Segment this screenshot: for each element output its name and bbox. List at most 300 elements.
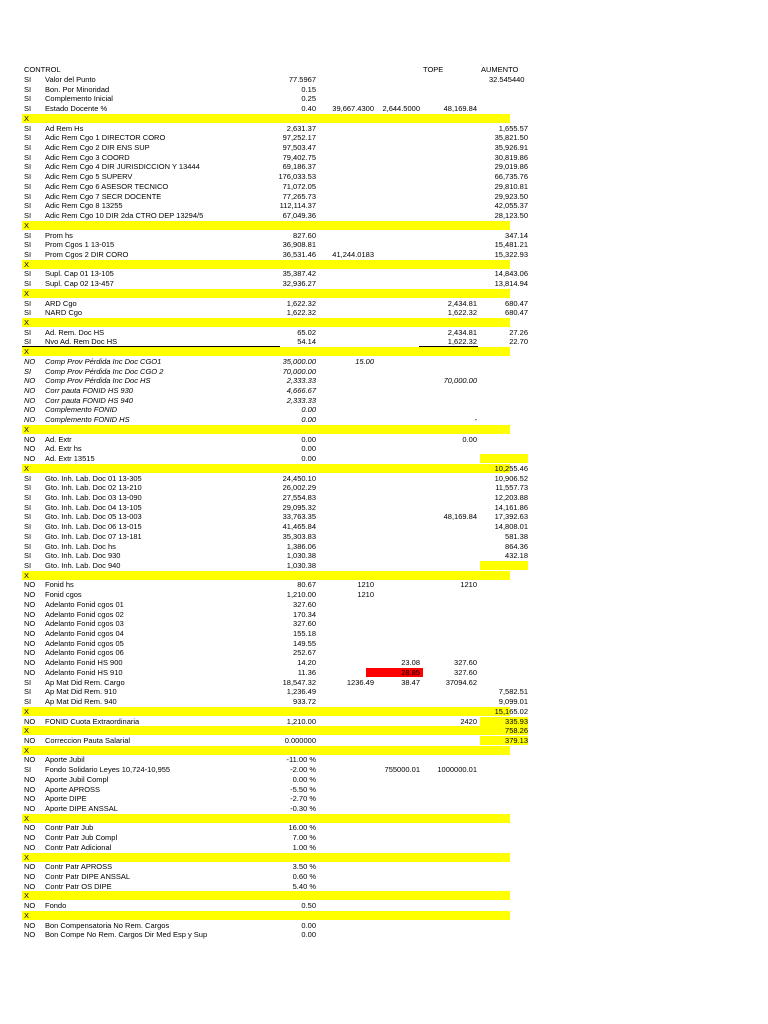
value-col-1: 26,002.29 (282, 483, 316, 493)
row-label: Contr Patr DIPE ANSSAL (45, 872, 131, 882)
row-flag: SI (24, 211, 32, 221)
row-flag: X (24, 288, 30, 298)
row-flag: NO (24, 716, 36, 726)
right-column-value: 42,055.37 (494, 201, 528, 211)
row-label: Gto. Inh. Lab. Doc 930 (45, 551, 121, 561)
row-label: Ad. Extr hs (45, 444, 82, 454)
row-flag: NO (24, 590, 36, 600)
value-col-1: 77,265.73 (282, 191, 316, 201)
row-label: ARD Cgo (45, 298, 77, 308)
right-column-value: 680.47 (505, 308, 528, 318)
right-column-value: 35,821.50 (494, 133, 528, 143)
table-row (22, 678, 502, 687)
row-flag: SI (24, 298, 32, 308)
right-column-value: 11,557.73 (495, 483, 528, 493)
row-label: Ap Mat Did Rem. 940 (45, 697, 117, 707)
table-row (22, 823, 502, 832)
value-col-1: -2.00 % (290, 765, 316, 775)
right-column-value: 379.13 (505, 735, 528, 745)
value-col-3: 38.47 (401, 677, 420, 687)
value-col-1: 27,554.83 (282, 492, 316, 502)
table-row (22, 687, 502, 696)
table-row (22, 785, 502, 794)
row-label: Adic Rem Cgo 5 SUPERV (45, 172, 133, 182)
row-flag: NO (24, 415, 36, 425)
tope-header: TOPE (423, 65, 444, 74)
row-label: NARD Cgo (45, 308, 83, 318)
value-col-4: 1000000.01 (437, 765, 477, 775)
right-column-value: 14,843.06 (494, 269, 528, 279)
row-flag: NO (24, 930, 36, 940)
table-row (22, 542, 502, 551)
value-col-1: 79,402.75 (282, 152, 316, 162)
row-flag: SI (24, 512, 32, 522)
table-row (22, 85, 502, 94)
value-col-1: 0.50 (301, 901, 316, 911)
row-flag: SI (24, 697, 32, 707)
table-row (22, 211, 502, 220)
value-col-1: 1,210.00 (286, 716, 316, 726)
row-flag: NO (24, 862, 36, 872)
row-label: Gto. Inh. Lab. Doc 04 13-105 (45, 502, 142, 512)
separator-row (22, 911, 502, 920)
value-col-1: 0.00 (301, 415, 316, 425)
row-flag: NO (24, 405, 36, 415)
value-col-1: 1,622.32 (286, 308, 316, 318)
right-column-value: 35,926.91 (494, 143, 528, 153)
row-label: Aporte DIPE ANSSAL (45, 804, 118, 813)
row-label: Aporte APROSS (45, 784, 101, 794)
value-col-1: 32,936.27 (282, 279, 316, 289)
row-label: Prom Cgos 1 13-015 (45, 240, 115, 250)
row-flag: SI (24, 94, 32, 104)
table-row (22, 862, 502, 871)
row-flag: SI (24, 240, 32, 250)
table-row (22, 269, 502, 278)
row-label: Fonid hs (45, 580, 74, 590)
row-label: Supl. Cap 01 13-105 (45, 269, 114, 279)
table-row (22, 250, 502, 259)
value-col-1: 97,252.17 (282, 133, 316, 143)
row-flag: NO (24, 842, 36, 852)
table-row (22, 192, 502, 201)
value-col-2: 1210 (357, 580, 374, 590)
value-col-1: 36,908.81 (282, 240, 316, 250)
value-col-1: 112,114.37 (279, 201, 316, 211)
row-label: Comp Prov Pérdida Inc Doc CGO 2 (45, 366, 164, 376)
right-column-value: 10,906.52 (494, 473, 528, 483)
value-col-1: 77.5967 (288, 75, 316, 84)
right-column-value: 13,814.94 (494, 279, 528, 289)
row-flag: SI (24, 492, 32, 502)
table-row (22, 474, 502, 483)
table-row (22, 590, 502, 599)
table-row (22, 153, 502, 162)
row-underline (419, 346, 478, 348)
row-label: Aporte Jubil Compl (45, 774, 109, 784)
right-column-value: 1,655.57 (498, 123, 528, 133)
right-column-value: 680.47 (505, 298, 528, 308)
row-label: Bon Compe No Rem. Cargos Dir Med Esp y Sup (45, 930, 208, 940)
row-flag: SI (24, 551, 32, 561)
value-col-4: 48,169.84 (443, 104, 477, 114)
table-row (22, 765, 502, 774)
row-flag: NO (24, 648, 36, 658)
right-column-value: 66,735.76 (494, 172, 528, 182)
table-row (22, 580, 502, 589)
value-col-1: 70,000.00 (282, 366, 316, 376)
value-col-4: 0.00 (462, 434, 477, 444)
row-flag: SI (24, 502, 32, 512)
right-column-value: 28,123.50 (494, 211, 528, 221)
value-col-1: 29,095.32 (282, 502, 316, 512)
row-underline (22, 346, 280, 348)
row-label: Adelanto Fonid HS 910 (45, 667, 123, 677)
row-label: Correccion Pauta Salarial (45, 735, 131, 745)
row-label: Adic Rem Cgo 7 SECR DOCENTE (45, 191, 162, 201)
row-flag: SI (24, 84, 32, 94)
separator-row (22, 726, 502, 735)
value-col-2: 39,667.4300 (332, 104, 374, 114)
value-col-2: 41,244.0183 (332, 249, 374, 259)
value-col-1: 67,049.36 (282, 211, 316, 221)
row-label: Corr pauta FONID HS 930 (45, 386, 133, 396)
value-col-1: 0.00 (301, 930, 316, 940)
table-row (22, 843, 502, 852)
table-row (22, 658, 502, 667)
value-col-1: 2,333.33 (286, 376, 316, 386)
row-flag: NO (24, 881, 36, 891)
right-column-value: 29,810.81 (494, 181, 528, 191)
value-col-2: 1236.49 (346, 677, 374, 687)
right-column-value: 29,923.50 (494, 191, 528, 201)
row-label: Contr Patr OS DIPE (45, 881, 112, 891)
row-flag: SI (24, 327, 32, 337)
right-column-value: 15,322.93 (494, 249, 528, 259)
row-label: Gto. Inh. Lab. Doc 03 13-090 (45, 492, 142, 502)
row-flag: NO (24, 386, 36, 396)
value-col-4: 327.60 (454, 667, 477, 677)
separator-row (22, 318, 502, 327)
table-row (22, 901, 502, 910)
table-row (22, 104, 502, 113)
row-flag: SI (24, 337, 32, 347)
row-label: Adic Rem Cgo 6 ASESOR TECNICO (45, 181, 169, 191)
row-label: Adic Rem Cgo 4 DIR JURISDICCION Y 13444 (45, 162, 200, 172)
row-flag: NO (24, 629, 36, 639)
row-flag: NO (24, 580, 36, 590)
row-flag: NO (24, 356, 36, 366)
row-flag: NO (24, 376, 36, 386)
value-col-1: 18,547.32 (282, 677, 316, 687)
row-flag: SI (24, 123, 32, 133)
row-flag: NO (24, 667, 36, 677)
row-flag: NO (24, 872, 36, 882)
table-row (22, 357, 502, 366)
row-label: Ad Rem Hs (45, 123, 84, 133)
value-col-1: -0.30 % (290, 804, 316, 813)
value-col-1: 2,631.37 (286, 123, 316, 133)
value-col-4: 1210 (460, 580, 477, 590)
row-label: Adic Rem Cgo 10 DIR 2da CTRO DEP 13294/5 (45, 211, 204, 221)
value-col-1: 0.00 (301, 405, 316, 415)
row-flag: X (24, 891, 30, 901)
value-col-3: 28.85 (401, 667, 420, 677)
value-col-1: 176,033.53 (278, 172, 316, 182)
row-flag: SI (24, 541, 32, 551)
table-row (22, 405, 502, 414)
right-column-value: 581.38 (505, 531, 528, 541)
row-flag: SI (24, 765, 32, 775)
row-flag: SI (24, 677, 32, 687)
row-flag: NO (24, 434, 36, 444)
table-row (22, 736, 502, 745)
value-col-3: 755000.01 (384, 765, 420, 775)
value-col-1: 1,386.06 (286, 541, 316, 551)
row-label: Prom hs (45, 230, 73, 240)
row-label: Ad. Extr 13515 (45, 454, 95, 464)
row-label: Valor del Punto (45, 75, 96, 84)
row-flag: SI (24, 249, 32, 259)
row-label: Adelanto Fonid cgos 03 (45, 619, 124, 629)
row-label: Ap Mat Did Rem. 910 (45, 687, 117, 697)
row-flag: NO (24, 833, 36, 843)
right-column-value: 758.26 (505, 726, 528, 736)
value-col-4: 37094.62 (445, 677, 477, 687)
row-flag: SI (24, 269, 32, 279)
value-col-4: - (474, 415, 477, 425)
row-label: Adic Rem Cgo 8 13255 (45, 201, 123, 211)
row-flag: X (24, 910, 30, 920)
row-label: Adic Rem Cgo 2 DIR ENS SUP (45, 143, 150, 153)
table-row (22, 794, 502, 803)
row-flag: X (24, 113, 30, 123)
row-label: Comp Prov Pérdida Inc Doc HS (45, 376, 151, 386)
table-row (22, 522, 502, 531)
row-flag: NO (24, 638, 36, 648)
table-row (22, 930, 502, 939)
table-row (22, 503, 502, 512)
value-col-1: 0.00 (301, 454, 316, 464)
value-col-1: 35,000.00 (282, 356, 316, 366)
value-col-1: 827.60 (293, 230, 316, 240)
right-column-value: 27.26 (509, 327, 528, 337)
row-label: Bon Compensatoria No Rem. Cargos (45, 920, 170, 930)
row-flag: X (24, 318, 30, 327)
table-row (22, 551, 502, 560)
row-label: Gto. Inh. Lab. Doc 05 13-003 (45, 512, 142, 522)
row-label: Aporte DIPE (45, 794, 87, 804)
separator-row (22, 425, 502, 434)
right-column-value: 22.70 (509, 337, 528, 347)
table-row (22, 415, 502, 424)
right-column-value: 432.18 (505, 551, 528, 561)
row-flag: SI (24, 133, 32, 143)
row-flag: X (24, 424, 30, 434)
table-row (22, 629, 502, 638)
value-col-1: 65.02 (297, 327, 316, 337)
separator-row (22, 746, 502, 755)
row-flag: X (24, 706, 30, 716)
table-row (22, 75, 502, 84)
table-row (22, 921, 502, 930)
row-label: Fondo Solidario Leyes 10,724-10,955 (45, 765, 171, 775)
aumento-header: AUMENTO (481, 65, 519, 74)
row-label: Contr Patr Adicional (45, 842, 112, 852)
table-row (22, 279, 502, 288)
separator-row (22, 707, 502, 716)
value-col-1: 0.15 (301, 84, 316, 94)
value-col-4: 70,000.00 (443, 376, 477, 386)
value-col-3: 23.08 (401, 658, 420, 668)
row-label: Ad. Rem. Doc HS (45, 327, 105, 337)
right-column-value: 12,203.88 (494, 492, 528, 502)
row-flag: X (24, 570, 30, 580)
value-col-1: 35,303.83 (282, 531, 316, 541)
value-col-1: 54.14 (297, 337, 316, 347)
row-label: Complemento Inicial (45, 94, 113, 104)
row-flag: SI (24, 473, 32, 483)
row-flag: X (24, 726, 30, 736)
table-row (22, 328, 502, 337)
row-label: Fondo (45, 901, 67, 911)
row-flag: SI (24, 366, 32, 376)
value-col-1: 1,030.38 (286, 561, 316, 570)
row-label: Adelanto Fonid HS 900 (45, 658, 123, 668)
table-row (22, 376, 502, 385)
row-label: Bon. Por Minoridad (45, 84, 110, 94)
row-flag: NO (24, 920, 36, 930)
row-flag: NO (24, 609, 36, 619)
right-column-value: 9,099.01 (498, 697, 528, 707)
value-col-1: 149.55 (293, 638, 316, 648)
table-row (22, 512, 502, 521)
row-flag: SI (24, 687, 32, 697)
row-flag: X (24, 347, 30, 357)
row-label: Adelanto Fonid cgos 02 (45, 609, 124, 619)
value-col-1: 69,186.37 (282, 162, 316, 172)
row-flag: X (24, 463, 30, 473)
row-flag: X (24, 220, 30, 230)
table-row (22, 755, 502, 764)
row-label: Complemento FONID HS (45, 415, 130, 425)
row-flag: SI (24, 75, 32, 84)
aumento-value: 32.545440 (489, 75, 525, 84)
value-col-1: 11.36 (297, 667, 316, 677)
table-row (22, 532, 502, 541)
value-col-1: 1.00 % (292, 842, 316, 852)
value-col-1: 5.40 % (292, 881, 316, 891)
row-flag: NO (24, 794, 36, 804)
value-col-1: 1,030.38 (286, 551, 316, 561)
value-col-2: 1210 (357, 590, 374, 600)
value-col-1: 0.00 (301, 444, 316, 454)
control-header: CONTROL (24, 65, 61, 74)
separator-row (22, 221, 502, 230)
value-col-1: 0.60 % (292, 872, 316, 882)
row-label: Complemento FONID (45, 405, 118, 415)
table-row (22, 775, 502, 784)
table-row (22, 240, 502, 249)
row-flag: NO (24, 901, 36, 911)
separator-row (22, 853, 502, 862)
value-col-1: 170.34 (293, 609, 316, 619)
row-label: Ap Mat Did Rem. Cargo (45, 677, 125, 687)
value-col-1: 0.00 (301, 920, 316, 930)
value-col-1: 327.60 (293, 619, 316, 629)
row-label: Gto. Inh. Lab. Doc 01 13-305 (45, 473, 142, 483)
table-row (22, 133, 502, 142)
value-col-1: 1,622.32 (286, 298, 316, 308)
table-row (22, 124, 502, 133)
value-col-1: 35,387.42 (282, 269, 316, 279)
table-row (22, 444, 502, 453)
row-flag: X (24, 813, 30, 823)
row-label: Gto. Inh. Lab. Doc hs (45, 541, 116, 551)
value-col-1: 1,210.00 (286, 590, 316, 600)
table-row (22, 610, 502, 619)
row-flag: SI (24, 191, 32, 201)
row-flag: NO (24, 395, 36, 405)
value-col-1: 80.67 (297, 580, 316, 590)
value-col-1: 33,763.35 (282, 512, 316, 522)
value-col-1: 24,450.10 (282, 473, 316, 483)
table-row (22, 882, 502, 891)
right-column-value: 10,255.46 (494, 463, 528, 473)
table-row (22, 872, 502, 881)
separator-row (22, 114, 502, 123)
right-column-value: 15,165.02 (494, 706, 528, 716)
separator-row (22, 571, 502, 580)
value-col-4: 2,434.81 (447, 327, 477, 337)
table-row (22, 697, 502, 706)
row-flag: SI (24, 162, 32, 172)
row-label: Prom Cgos 2 DIR CORO (45, 249, 129, 259)
value-col-1: 933.72 (293, 697, 316, 707)
separator-row (22, 464, 502, 473)
table-row (22, 804, 502, 813)
row-label: Adelanto Fonid cgos 05 (45, 638, 124, 648)
row-flag: SI (24, 279, 32, 289)
right-column-value: 29,019.86 (494, 162, 528, 172)
table-row (22, 648, 502, 657)
right-column-value: 15,481.21 (494, 240, 528, 250)
row-flag: SI (24, 561, 32, 570)
row-label: Gto. Inh. Lab. Doc 02 13-210 (45, 483, 142, 493)
right-column-value: 14,808.01 (494, 522, 528, 532)
table-row (22, 367, 502, 376)
row-label: Gto. Inh. Lab. Doc 06 13-015 (45, 522, 142, 532)
value-col-4: 2,434.81 (447, 298, 477, 308)
value-col-4: 327.60 (454, 658, 477, 668)
row-flag: NO (24, 735, 36, 745)
value-col-2: 15.00 (355, 356, 374, 366)
separator-row (22, 814, 502, 823)
row-flag: NO (24, 804, 36, 813)
table-row (22, 308, 502, 317)
row-flag: SI (24, 181, 32, 191)
value-col-1: 0.25 (301, 94, 316, 104)
value-col-1: 2,333.33 (286, 395, 316, 405)
table-row (22, 717, 502, 726)
value-col-1: 41,465.84 (282, 522, 316, 532)
value-col-1: 252.67 (293, 648, 316, 658)
table-row (22, 833, 502, 842)
right-column-value: 30,819.86 (494, 152, 528, 162)
table-row (22, 483, 502, 492)
row-flag: SI (24, 483, 32, 493)
row-flag: SI (24, 143, 32, 153)
